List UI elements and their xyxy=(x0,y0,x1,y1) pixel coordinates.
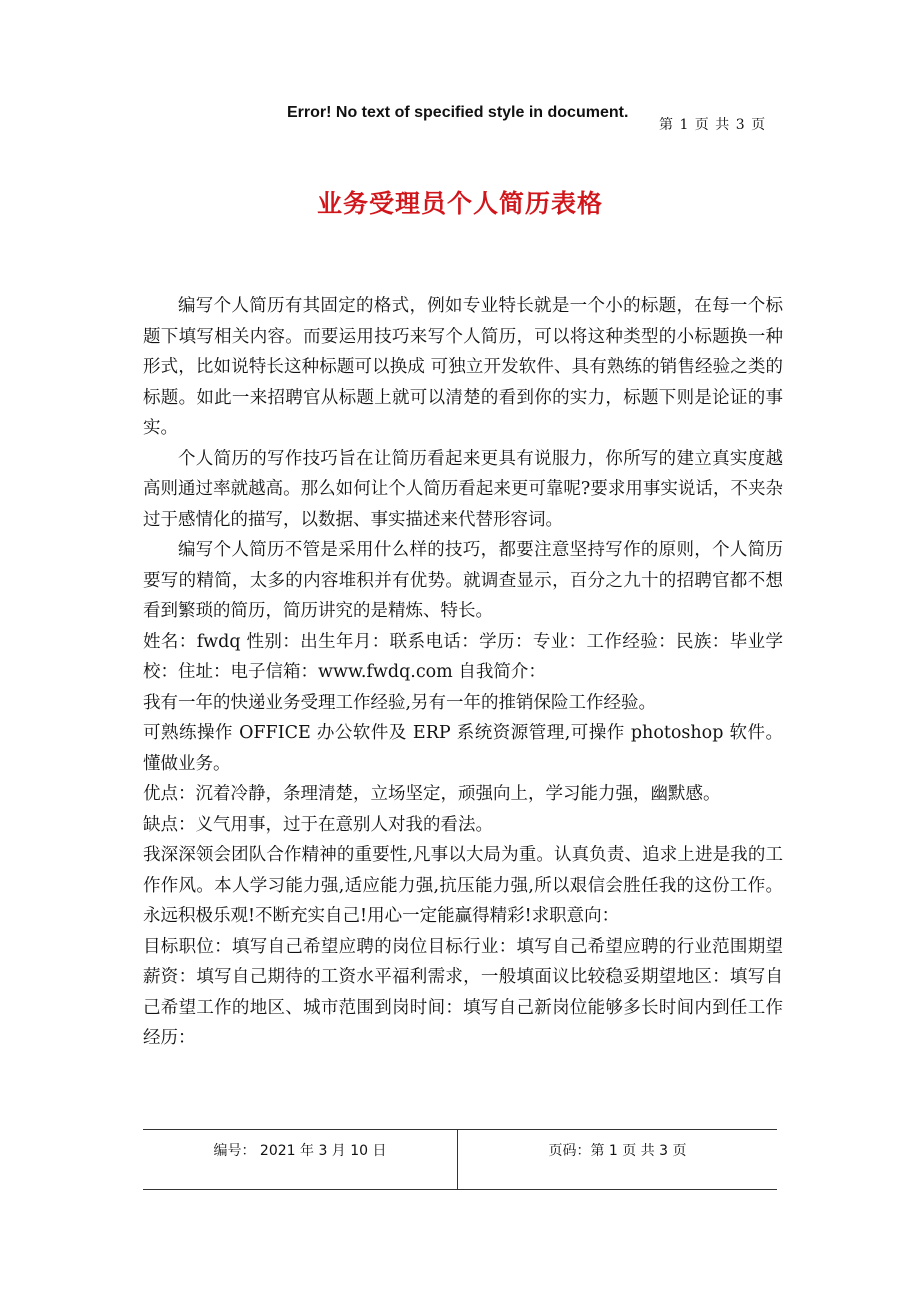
paragraph-skills: 可熟练操作 OFFICE 办公软件及 ERP 系统资源管理,可操作 photoshop 软件。懂做业务。 xyxy=(143,723,783,774)
footer-bottom-rule xyxy=(143,1189,777,1190)
paragraph-self-evaluation: 我深深领会团队合作精神的重要性,凡事以大局为重。认真负责、追求上进是我的工作作风。本人学习能力强,适应能力强,抗压能力强,所以艰信会胜任我的这份工作。永远积极乐观!不断充实自己!用心一定能赢得精彩!求职意向： xyxy=(143,845,783,926)
paragraph-writing-skills: 个人简历的写作技巧旨在让简历看起来更具有说服力，你所写的建立真实度越高则通过率就越高。那么如何让个人简历看起来更可靠呢?要求用事实说话，不夹杂过于感情化的描写，以数据、事实描述来代替形容词。 xyxy=(143,448,783,530)
footer-page-info: 页码：第 1 页 共 3 页 xyxy=(548,1143,687,1159)
paragraph-strengths: 优点：沉着冷静，条理清楚，立场坚定，顽强向上，学习能力强，幽默感。 xyxy=(143,784,721,804)
paragraph-intro: 编写个人简历有其固定的格式，例如专业特长就是一个小的标题，在每一个标题下填写相关内容。而要运用技巧来写个人简历，可以将这种类型的小标题换一种形式，比如说特长这种标题可以换成 可独立开发软件、具有熟练的销售经验之类的标题。如此一来招聘官从标题上就可以清楚的看到你的实力，标题下则是论证的事实。 xyxy=(143,296,783,438)
paragraph-personal-info: 姓名：fwdq 性别：出生年月：联系电话：学历：专业：工作经验：民族：毕业学校：住址：电子信箱：www.fwdq.com 自我简介： xyxy=(143,631,783,682)
document-title: 业务受理员个人简历表格 xyxy=(316,189,603,218)
paragraph-job-intention: 目标职位：填写自己希望应聘的岗位目标行业：填写自己希望应聘的行业范围期望薪资：填写自己期待的工资水平福利需求，一般填面议比较稳妥期望地区：填写自己希望工作的地区、城市范围到岗时间：填写自己新岗位能够多长时间内到任工作经历： xyxy=(143,936,783,1048)
footer-top-rule xyxy=(143,1129,777,1130)
paragraph-experience: 我有一年的快递业务受理工作经验,另有一年的推销保险工作经验。 xyxy=(143,692,657,713)
paragraph-principles: 编写个人简历不管是采用什么样的技巧，都要注意坚持写作的原则，个人简历要写的精简，太多的内容堆积并有优势。就调查显示，百分之九十的招聘官都不想看到繁琐的简历，简历讲究的是精炼、特长。 xyxy=(143,540,783,621)
footer-number-date: 编号： 2021 年 3 月 10 日 xyxy=(213,1143,387,1159)
paragraph-weaknesses: 缺点：义气用事，过于在意别人对我的看法。 xyxy=(143,814,493,835)
header-page-info: 第 1 页 共 3 页 xyxy=(659,117,767,133)
header-error-text: Error! No text of specified style in document. xyxy=(287,104,629,121)
document-body xyxy=(143,291,783,1054)
